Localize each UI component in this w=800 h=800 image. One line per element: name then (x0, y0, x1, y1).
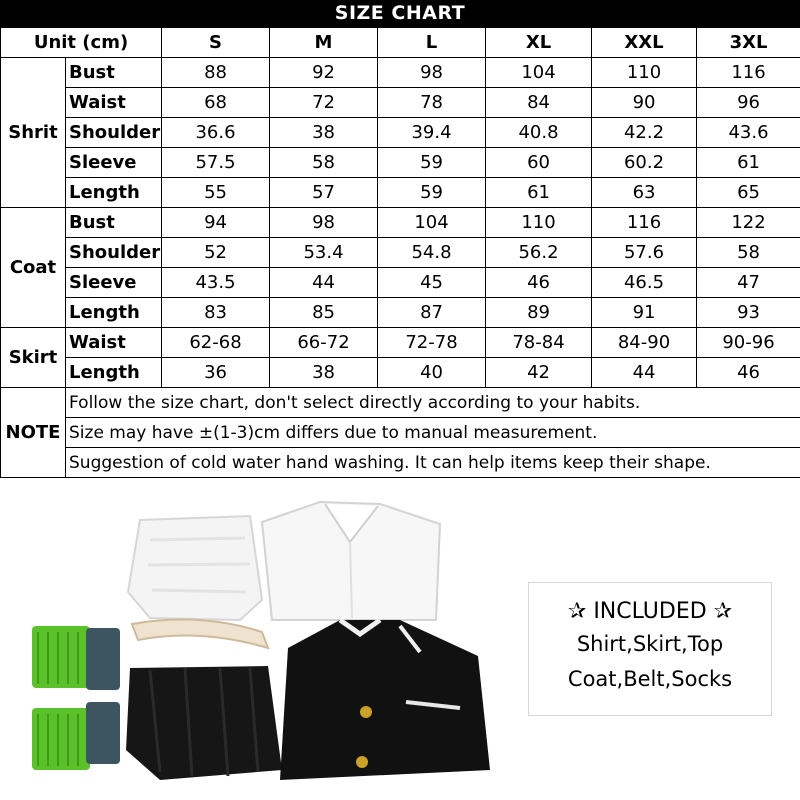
group-label: Shrit (1, 58, 66, 208)
measurement-label: Length (66, 358, 162, 388)
measurement-value: 122 (697, 208, 800, 238)
table-row (1, 298, 800, 328)
white-shirt-image (262, 502, 440, 620)
measurement-value: 46 (697, 358, 800, 388)
measurement-value: 61 (486, 178, 592, 208)
table-row (1, 88, 800, 118)
size-header: XL (486, 28, 592, 58)
measurement-label: Length (66, 178, 162, 208)
measurement-value: 54.8 (378, 238, 486, 268)
measurement-value: 68 (162, 88, 270, 118)
included-box (528, 582, 772, 716)
measurement-value: 42 (486, 358, 592, 388)
measurement-label: Sleeve (66, 268, 162, 298)
table-row (1, 358, 800, 388)
measurement-value: 96 (697, 88, 800, 118)
measurement-value: 78 (378, 88, 486, 118)
measurement-value: 116 (592, 208, 697, 238)
table-row (1, 268, 800, 298)
measurement-value: 90-96 (697, 328, 800, 358)
measurement-label: Waist (66, 328, 162, 358)
measurement-value: 92 (270, 58, 378, 88)
measurement-label: Sleeve (66, 148, 162, 178)
measurement-value: 83 (162, 298, 270, 328)
measurement-value: 60.2 (592, 148, 697, 178)
measurement-value: 85 (270, 298, 378, 328)
measurement-value: 36.6 (162, 118, 270, 148)
table-row (1, 58, 800, 88)
measurement-value: 47 (697, 268, 800, 298)
measurement-value: 59 (378, 178, 486, 208)
green-socks-image (32, 626, 120, 770)
table-row (1, 208, 800, 238)
measurement-value: 46 (486, 268, 592, 298)
measurement-value: 56.2 (486, 238, 592, 268)
table-row (1, 328, 800, 358)
included-line-1: Shirt,Skirt,Top (576, 632, 724, 656)
measurement-value: 72-78 (378, 328, 486, 358)
measurement-value: 45 (378, 268, 486, 298)
measurement-value: 62-68 (162, 328, 270, 358)
table-row (1, 148, 800, 178)
measurement-value: 91 (592, 298, 697, 328)
measurement-label: Bust (66, 58, 162, 88)
size-header: 3XL (697, 28, 800, 58)
measurement-value: 93 (697, 298, 800, 328)
note-row (1, 418, 800, 448)
measurement-value: 42.2 (592, 118, 697, 148)
measurement-value: 43.6 (697, 118, 800, 148)
measurement-value: 57.6 (592, 238, 697, 268)
measurement-value: 60 (486, 148, 592, 178)
measurement-value: 89 (486, 298, 592, 328)
table-row (1, 238, 800, 268)
measurement-value: 39.4 (378, 118, 486, 148)
measurement-label: Bust (66, 208, 162, 238)
measurement-value: 84-90 (592, 328, 697, 358)
measurement-value: 65 (697, 178, 800, 208)
measurement-value: 61 (697, 148, 800, 178)
measurement-value: 57 (270, 178, 378, 208)
measurement-value: 44 (270, 268, 378, 298)
measurement-value: 110 (592, 58, 697, 88)
measurement-value: 44 (592, 358, 697, 388)
size-chart-table (0, 27, 800, 478)
measurement-value: 63 (592, 178, 697, 208)
black-top-image (126, 666, 282, 780)
measurement-value: 87 (378, 298, 486, 328)
measurement-value: 110 (486, 208, 592, 238)
measurement-value: 116 (697, 58, 800, 88)
measurement-value: 38 (270, 358, 378, 388)
measurement-value: 104 (486, 58, 592, 88)
measurement-value: 55 (162, 178, 270, 208)
table-row (1, 118, 800, 148)
size-header: XXL (592, 28, 697, 58)
measurement-value: 98 (378, 58, 486, 88)
table-row (1, 178, 800, 208)
costume-photo (0, 480, 520, 800)
size-header: S (162, 28, 270, 58)
note-text: Size may have ±(1-3)cm differs due to manual measurement. (66, 418, 800, 448)
group-label: Skirt (1, 328, 66, 388)
measurement-value: 36 (162, 358, 270, 388)
measurement-value: 88 (162, 58, 270, 88)
measurement-value: 90 (592, 88, 697, 118)
measurement-label: Waist (66, 88, 162, 118)
measurement-value: 40.8 (486, 118, 592, 148)
measurement-value: 57.5 (162, 148, 270, 178)
note-text: Suggestion of cold water hand washing. It can help items keep their shape. (66, 448, 800, 478)
note-row (1, 388, 800, 418)
measurement-value: 78-84 (486, 328, 592, 358)
measurement-value: 53.4 (270, 238, 378, 268)
note-label: NOTE (1, 388, 66, 478)
white-skirt-image (128, 516, 262, 620)
measurement-value: 66-72 (270, 328, 378, 358)
measurement-value: 40 (378, 358, 486, 388)
included-title: ✰ INCLUDED ✰ (567, 599, 733, 624)
measurement-label: Shoulder (66, 238, 162, 268)
note-text: Follow the size chart, don't select directly according to your habits. (66, 388, 800, 418)
unit-label: Unit (cm) (1, 28, 162, 58)
measurement-value: 43.5 (162, 268, 270, 298)
group-label: Coat (1, 208, 66, 328)
measurement-value: 38 (270, 118, 378, 148)
measurement-value: 58 (697, 238, 800, 268)
note-row (1, 448, 800, 478)
measurement-value: 104 (378, 208, 486, 238)
measurement-label: Shoulder (66, 118, 162, 148)
black-coat-image (280, 620, 490, 780)
size-header: L (378, 28, 486, 58)
measurement-label: Length (66, 298, 162, 328)
belt-image (132, 620, 268, 649)
measurement-value: 58 (270, 148, 378, 178)
table-header-row (1, 28, 800, 58)
measurement-value: 84 (486, 88, 592, 118)
included-line-2: Coat,Belt,Socks (567, 667, 733, 691)
measurement-value: 72 (270, 88, 378, 118)
measurement-value: 46.5 (592, 268, 697, 298)
measurement-value: 59 (378, 148, 486, 178)
measurement-value: 98 (270, 208, 378, 238)
size-chart-title: SIZE CHART (0, 0, 800, 27)
measurement-value: 94 (162, 208, 270, 238)
measurement-value: 52 (162, 238, 270, 268)
size-header: M (270, 28, 378, 58)
